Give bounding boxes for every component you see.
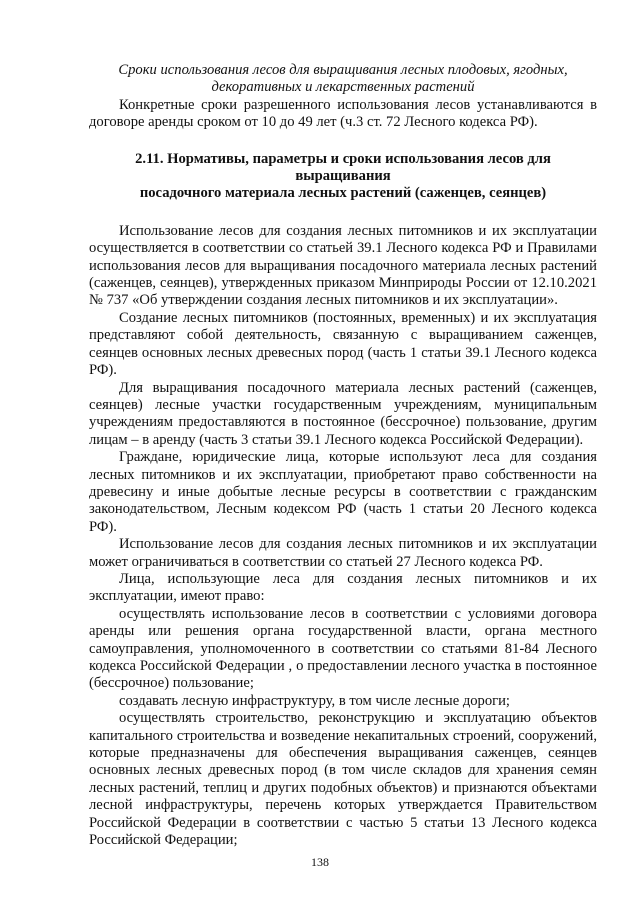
italic-subheading-line1: Сроки использования лесов для выращивания лесных плодовых, ягодных, bbox=[118, 62, 568, 78]
term-paragraph: Конкретные сроки разрешенного использования лесов устанавливаются в договоре аренды сроком от 10 до 49 лет (ч.3 ст. 72 Лесного кодекса РФ). bbox=[89, 96, 597, 131]
body-paragraph: Использование лесов для создания лесных питомников и их эксплуатации осуществляется в соответствии со статьей 39.1 Лесного кодекса РФ и Правилами использования лесов для выращивания посадочного материала лесных растений (саженцев, сеянцев), утвержденных приказом Минприроды России от 12.10.2021 № 737 «Об утверждении создания лесных питомников и их эксплуатации». bbox=[89, 222, 597, 309]
body-paragraph: осуществлять строительство, реконструкцию и эксплуатацию объектов капитального строительства и возведение некапитальных строений, сооружений, которые предназначены для обеспечения выращивания саженцев, сеянцев основных лесных древесных пород (в том числе складов для хранения семян лесных растений, теплиц и других подобных объектов) и признаются объектами лесной инфраструктуры, перечень которых утверждается Правительством Российской Федерации в соответствии с частью 5 статьи 13 Лесного кодекса Российской Федерации; bbox=[89, 710, 597, 849]
body-paragraph: Создание лесных питомников (постоянных, временных) и их эксплуатация представляют собой деятельность, связанную с выращиванием саженцев, сеянцев основных лесных древесных пород (часть 1 статьи 39.1 Лесного кодекса РФ). bbox=[89, 309, 597, 379]
section-title-line1: 2.11. Нормативы, параметры и сроки использования лесов для выращивания bbox=[135, 150, 551, 185]
body-paragraph: Лица, использующие леса для создания лесных питомников и их эксплуатации, имеют право: bbox=[89, 570, 597, 605]
spacer bbox=[89, 203, 597, 223]
body-paragraph: создавать лесную инфраструктуру, в том числе лесные дороги; bbox=[119, 692, 510, 709]
body-paragraph: Использование лесов для создания лесных питомников и их эксплуатации может ограничиваться в соответствии со статьей 27 Лесного кодекса РФ. bbox=[89, 536, 597, 570]
spacer bbox=[89, 132, 597, 151]
section-title-line2: посадочного материала лесных растений (саженцев, сеянцев) bbox=[139, 185, 547, 202]
body-paragraph: осуществлять использование лесов в соответствии с условиями договора аренды или решения органа государственной власти, органа местного самоуправления, уполномоченного в соответствии со статьями 81-84 Лесного кодекса Российской Федерации , о предоставлении лесного участка в постоянное (бессрочное) пользование; bbox=[89, 605, 597, 692]
body-paragraph: Для выращивания посадочного материала лесных растений (саженцев, сеянцев) лесные участки государственным учреждениям, муниципальным учреждениям предоставляются в постоянное (бессрочное) пользование, другим лицам – в аренду (часть 3 статьи 39.1 Лесного кодекса Российской Федерации). bbox=[89, 379, 597, 448]
body-paragraph: Граждане, юридические лица, которые используют леса для создания лесных питомников и их эксплуатации, приобретают право собственности на древесину и иные добытые лесные ресурсы в соответствии с гражданским законодательством, Лесным кодексом РФ (часть 1 статьи 20 Лесного кодекса РФ). bbox=[89, 449, 597, 535]
document-page bbox=[89, 62, 597, 849]
page-number: 138 bbox=[311, 855, 329, 869]
italic-subheading-line2: декоративных и лекарственных растений bbox=[211, 79, 475, 96]
